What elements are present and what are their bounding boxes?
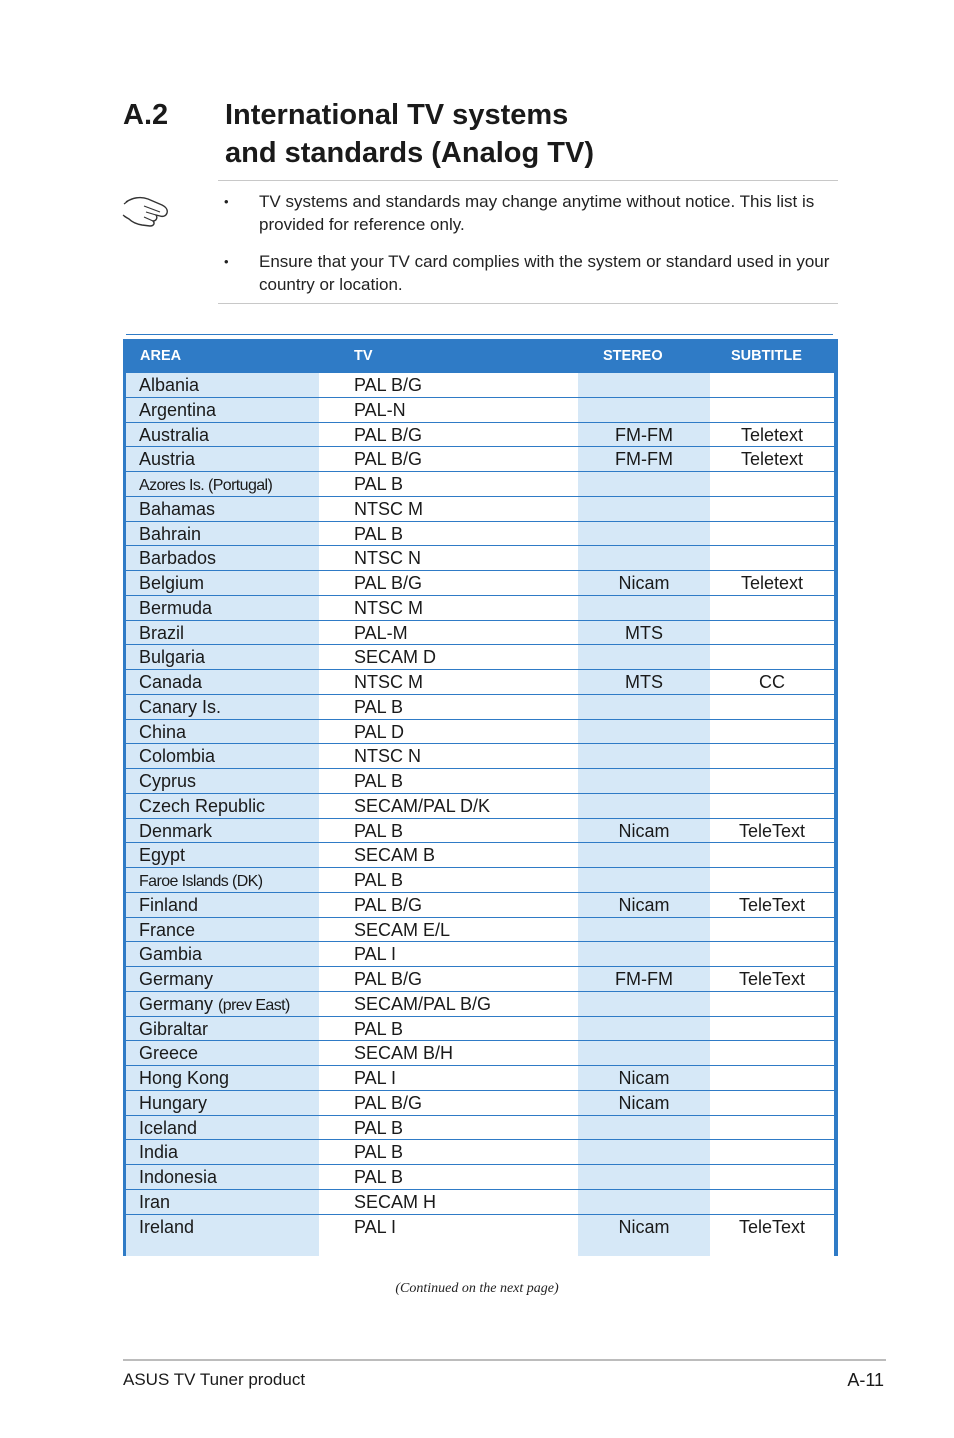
note-text: Ensure that your TV card complies with the system or standard used in your country or location. [259,252,830,294]
cell-stereo [578,596,710,621]
cell-tv-text: PAL B [354,696,404,717]
cell-tv [319,670,578,695]
cell-area-text: Bermuda [139,597,213,618]
footer-product-name: ASUS TV Tuner product [123,1370,306,1389]
cell-tv-text: PAL-N [354,399,406,420]
cell-tv [319,918,578,943]
cell-stereo [578,571,710,596]
cell-stereo [578,918,710,943]
cell-tv-text: SECAM/PAL B/G [354,993,492,1014]
cell-area [126,1091,319,1116]
cell-subtitle [710,1041,834,1066]
cell-subtitle [710,571,834,596]
cell-area [126,1066,319,1091]
cell-tv [319,423,578,448]
footer-rule [123,1359,886,1361]
cell-area-text: Gibraltar [139,1018,209,1039]
header-area: AREA [140,348,182,364]
cell-tv [319,992,578,1017]
table-row [126,942,834,967]
cell-area-suffix: (prev East) [218,996,290,1014]
cell-area [126,967,319,992]
cell-stereo-text: FM-FM [615,969,673,989]
cell-tv-text: PAL B [354,1167,404,1187]
cell-tv [319,843,578,868]
cell-area [126,942,319,967]
cell-tv-text: PAL B/G [354,449,423,470]
cell-stereo [578,819,710,844]
cell-stereo [578,1017,710,1042]
cell-tv-text: NTSC N [354,548,421,569]
cell-stereo-text: FM-FM [615,424,673,445]
cell-stereo-text: Nicam [618,820,670,841]
cell-tv-text: PAL I [354,1216,397,1237]
cell-tv [319,942,578,967]
table-row [126,769,834,794]
cell-tv-text: PAL B [354,771,404,791]
table-row [126,472,834,497]
cell-area-text: Azores Is. (Portugal) [139,477,273,494]
hand-pointing-icon [122,190,172,230]
cell-subtitle [710,1215,834,1256]
cell-subtitle [710,497,834,522]
table-row [126,893,834,918]
cell-tv [319,1140,578,1165]
cell-area-text: Finland [139,894,199,915]
cell-tv [319,794,578,819]
cell-area-text: Egypt [139,845,186,866]
page-number: A-11 [847,1370,884,1390]
cell-subtitle [710,918,834,943]
cell-stereo [578,967,710,992]
cell-tv-text: PAL I [354,1068,397,1088]
cell-area [126,819,319,844]
cell-area-text: Bulgaria [139,647,206,668]
cell-subtitle [710,472,834,497]
cell-stereo [578,670,710,695]
table-row [126,571,834,596]
cell-tv [319,769,578,794]
cell-area [126,447,319,472]
table-row [126,670,834,695]
table-row [126,819,834,844]
cell-area-text: Germany [139,969,214,989]
cell-tv [319,596,578,621]
cell-area-text: Argentina [139,399,217,420]
cell-tv [319,621,578,646]
cell-tv-text: PAL B/G [354,424,423,445]
cell-subtitle [710,546,834,571]
cell-area-text: Bahrain [139,523,202,544]
table-row [126,497,834,522]
cell-tv [319,373,578,398]
cell-area [126,423,319,448]
section-title [225,96,745,172]
cell-stereo [578,1066,710,1091]
cell-subtitle [710,843,834,868]
cell-tv [319,893,578,918]
cell-area [126,1140,319,1165]
cell-area-text: Iceland [139,1117,198,1138]
cell-tv [319,1066,578,1091]
cell-tv [319,472,578,497]
cell-tv-text: PAL B/G [354,969,423,989]
cell-tv-text: SECAM B [354,845,436,866]
cell-subtitle [710,423,834,448]
section-title-line-1: International TV systems [225,99,569,131]
bullet: • [224,254,229,269]
cell-stereo [578,645,710,670]
cell-stereo-text: MTS [625,672,663,692]
cell-area-text: Greece [139,1043,199,1064]
table-row [126,645,834,670]
table-row [126,596,834,621]
table-row [126,423,834,448]
bullet: • [224,194,229,209]
cell-tv-text: PAL D [354,721,405,742]
cell-subtitle-text: TeleText [738,969,806,989]
table-row [126,794,834,819]
cell-stereo [578,769,710,794]
cell-area-text: Denmark [139,820,213,841]
cell-area-text: Faroe Islands (DK) [139,873,263,890]
cell-stereo-text: Nicam [618,894,670,915]
cell-tv [319,645,578,670]
table-row [126,447,834,472]
table-top-rule [126,334,833,335]
cell-subtitle [710,1017,834,1042]
cell-subtitle [710,398,834,423]
cell-tv-text: NTSC M [354,597,423,618]
table-body [126,373,834,1239]
cell-area [126,769,319,794]
cell-stereo [578,794,710,819]
cell-stereo [578,1190,710,1215]
cell-tv [319,1215,578,1256]
table-row [126,1190,834,1215]
cell-area-text: Albania [139,375,200,395]
cell-area [126,992,319,1017]
cell-subtitle [710,645,834,670]
cell-subtitle [710,1140,834,1165]
cell-area-text: Bahamas [139,498,216,519]
cell-area [126,398,319,423]
cell-subtitle [710,670,834,695]
cell-subtitle [710,819,834,844]
table-header [123,339,838,373]
cell-tv-text: PAL B [354,1018,404,1039]
cell-tv [319,1165,578,1190]
cell-subtitle [710,596,834,621]
cell-area-text: Cyprus [139,771,197,791]
cell-subtitle [710,1066,834,1091]
cell-area-text: Brazil [139,622,185,643]
cell-stereo [578,398,710,423]
cell-area [126,522,319,547]
cell-area-text: Czech Republic [139,795,266,816]
cell-stereo-text: Nicam [618,1216,670,1237]
note-box [218,180,838,304]
cell-tv-text: PAL I [354,944,397,965]
cell-subtitle [710,695,834,720]
table-row [126,868,834,893]
cell-tv-text: PAL B/G [354,375,423,395]
table-row [126,967,834,992]
cell-area-text: China [139,721,187,742]
cell-tv [319,398,578,423]
cell-stereo [578,423,710,448]
cell-area-text: Indonesia [139,1167,218,1187]
table-row [126,1017,834,1042]
cell-area-text: Canada [139,672,203,692]
cell-tv [319,720,578,745]
cell-subtitle [710,794,834,819]
cell-tv-text: SECAM H [354,1191,437,1212]
cell-tv-text: PAL B/G [354,573,423,593]
cell-subtitle [710,992,834,1017]
cell-area [126,843,319,868]
tv-systems-table [123,339,838,1256]
cell-subtitle [710,522,834,547]
cell-tv [319,819,578,844]
cell-subtitle [710,1165,834,1190]
cell-area-text: Hong Kong [139,1068,230,1088]
cell-stereo [578,843,710,868]
cell-subtitle [710,720,834,745]
cell-subtitle-text: TeleText [738,820,806,841]
header-tv: TV [354,348,373,364]
cell-subtitle [710,621,834,646]
cell-subtitle [710,744,834,769]
cell-stereo-text: Nicam [618,1068,670,1088]
cell-area [126,1041,319,1066]
cell-area [126,1116,319,1141]
cell-stereo [578,992,710,1017]
table-row [126,522,834,547]
cell-stereo [578,522,710,547]
cell-tv [319,695,578,720]
cell-stereo [578,497,710,522]
cell-area [126,1165,319,1190]
cell-subtitle [710,447,834,472]
cell-area-text: Barbados [139,548,217,569]
cell-area-text: Colombia [139,746,216,767]
cell-area [126,546,319,571]
cell-tv-text: PAL B [354,1117,404,1138]
cell-stereo [578,472,710,497]
cell-area [126,645,319,670]
cell-tv [319,1116,578,1141]
table-row [126,1066,834,1091]
cell-subtitle-text: Teletext [740,424,804,445]
cell-tv-text: SECAM/PAL D/K [354,795,491,816]
cell-subtitle [710,1190,834,1215]
cell-area [126,571,319,596]
cell-tv [319,967,578,992]
table-row [126,398,834,423]
cell-stereo [578,621,710,646]
cell-area [126,596,319,621]
cell-tv [319,1041,578,1066]
cell-subtitle [710,942,834,967]
cell-area-text: Germany [139,993,214,1014]
cell-tv-text: PAL B [354,474,404,494]
cell-subtitle [710,769,834,794]
table-row [126,843,834,868]
header-stereo: STEREO [603,348,663,364]
cell-tv [319,497,578,522]
cell-stereo [578,1091,710,1116]
header-subtitle: SUBTITLE [731,348,802,364]
table-row [126,546,834,571]
cell-tv-text: PAL B [354,523,404,544]
cell-tv-text: PAL B [354,870,404,890]
cell-area [126,497,319,522]
continued-note: (Continued on the next page) [395,1281,559,1296]
cell-stereo [578,1165,710,1190]
cell-area [126,720,319,745]
cell-stereo [578,893,710,918]
cell-stereo [578,447,710,472]
cell-stereo-text: FM-FM [615,449,673,470]
cell-tv-text: PAL B/G [354,894,423,915]
cell-stereo [578,546,710,571]
cell-area-text: Iran [139,1191,171,1212]
section-number: A.2 [123,99,169,131]
table-row [126,1165,834,1190]
cell-area-text: Australia [139,424,210,445]
table-row [126,1140,834,1165]
cell-subtitle-text: TeleText [738,1216,806,1237]
cell-subtitle-text: Teletext [740,449,804,470]
cell-stereo-text: MTS [625,622,663,643]
cell-area [126,1215,319,1256]
table-row [126,1091,834,1116]
cell-tv-text: SECAM B/H [354,1043,454,1064]
cell-subtitle-text: TeleText [738,894,806,915]
cell-stereo [578,1215,710,1256]
cell-area-text: Hungary [139,1092,208,1113]
table-row [126,373,834,398]
cell-area [126,695,319,720]
cell-subtitle [710,1116,834,1141]
cell-area [126,868,319,893]
cell-area-text: Gambia [139,944,203,965]
cell-stereo-text: Nicam [618,1092,670,1113]
cell-area [126,744,319,769]
table-row [126,621,834,646]
cell-area [126,373,319,398]
cell-tv [319,447,578,472]
table-row [126,695,834,720]
cell-tv [319,1091,578,1116]
cell-stereo [578,744,710,769]
cell-tv-text: PAL B [354,1142,404,1163]
cell-tv-text: PAL B/G [354,1092,423,1113]
cell-tv-text: PAL B [354,820,404,841]
cell-area [126,918,319,943]
cell-subtitle-text: CC [759,672,785,692]
cell-area [126,893,319,918]
cell-stereo [578,720,710,745]
cell-stereo-text: Nicam [618,573,670,593]
cell-tv-text: SECAM D [354,647,437,668]
cell-tv [319,546,578,571]
cell-stereo [578,942,710,967]
cell-tv-text: NTSC N [354,746,421,767]
cell-stereo [578,373,710,398]
cell-subtitle-text: Teletext [740,573,804,593]
cell-tv [319,868,578,893]
cell-area [126,621,319,646]
table-row [126,992,834,1017]
cell-subtitle [710,1091,834,1116]
cell-area [126,1190,319,1215]
cell-stereo [578,1116,710,1141]
cell-subtitle [710,373,834,398]
cell-area-text: India [139,1142,179,1163]
cell-area [126,1017,319,1042]
cell-area [126,472,319,497]
cell-stereo [578,1041,710,1066]
cell-subtitle [710,868,834,893]
cell-area-text: Ireland [139,1216,195,1237]
cell-stereo [578,1140,710,1165]
cell-tv [319,1190,578,1215]
cell-subtitle [710,893,834,918]
table-row [126,1116,834,1141]
cell-tv [319,571,578,596]
table-row [126,1041,834,1066]
cell-tv-text: NTSC M [354,672,423,692]
cell-stereo [578,868,710,893]
cell-tv-text: SECAM E/L [354,919,451,940]
table-row [126,1215,834,1240]
table-row [126,744,834,769]
cell-subtitle [710,967,834,992]
table-row [126,720,834,745]
cell-area-text: Austria [139,449,196,470]
cell-stereo [578,695,710,720]
cell-area-text: Belgium [139,573,205,593]
cell-area-text: France [139,919,196,940]
cell-tv-text: NTSC M [354,498,423,519]
section-title-line-2: and standards (Analog TV) [225,137,594,169]
cell-tv [319,1017,578,1042]
table-row [126,918,834,943]
note-text: TV systems and standards may change anytime without notice. This list is provided for reference only. [259,192,815,234]
cell-area [126,670,319,695]
cell-area-text: Canary Is. [139,696,222,717]
cell-tv-text: PAL-M [354,622,408,643]
cell-area [126,794,319,819]
cell-tv [319,522,578,547]
cell-tv [319,744,578,769]
